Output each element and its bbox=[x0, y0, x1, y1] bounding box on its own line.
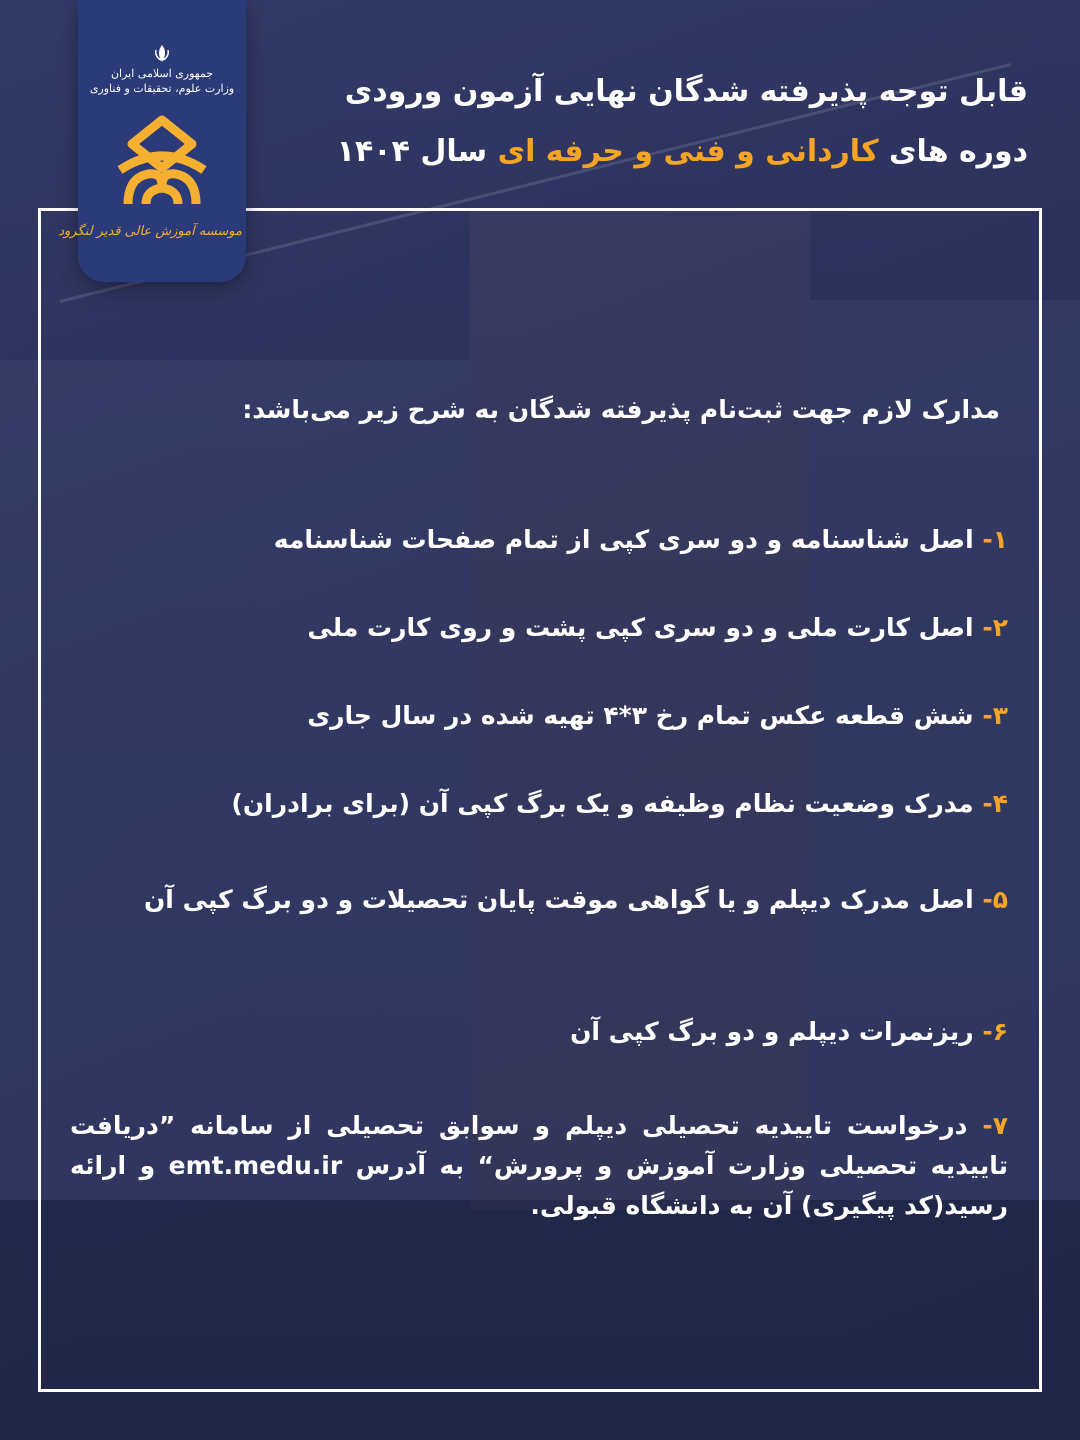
requirements-intro: مدارک لازم جهت ثبت‌نام پذیرفته شدگان به شرح زیر می‌باشد: bbox=[242, 395, 1000, 424]
requirement-item-4 bbox=[70, 784, 1008, 824]
requirement-item-2 bbox=[70, 608, 1008, 648]
requirement-item-7 bbox=[70, 1106, 1008, 1226]
requirement-item-1 bbox=[70, 520, 1008, 560]
requirement-item-5 bbox=[70, 880, 1008, 920]
title-line-2 bbox=[288, 122, 1028, 182]
requirement-number: ۶- bbox=[982, 1017, 1008, 1046]
requirement-item-3 bbox=[70, 696, 1008, 736]
requirement-number: ۱- bbox=[982, 525, 1008, 554]
requirement-number: ۴- bbox=[982, 789, 1008, 818]
requirement-text: مدرک وضعیت نظام وظیفه و یک برگ کپی آن (برای برادران) bbox=[231, 789, 983, 818]
requirement-text: اصل مدرک دیپلم و یا گواهی موقت پایان تحصیلات و دو برگ کپی آن bbox=[143, 885, 983, 914]
requirement-text: اصل شناسنامه و دو سری کپی از تمام صفحات شناسنامه bbox=[273, 525, 983, 554]
requirement-number: ۳- bbox=[982, 701, 1008, 730]
institute-name: موسسه آموزش عالی قدیر لنگرود bbox=[58, 224, 242, 239]
institute-logo-card bbox=[58, 0, 246, 282]
requirement-number: ۷- bbox=[982, 1111, 1008, 1140]
iran-emblem-icon bbox=[152, 44, 172, 64]
requirement-number: ۵- bbox=[982, 885, 1008, 914]
requirement-text: ریزنمرات دیپلم و دو برگ کپی آن bbox=[570, 1017, 983, 1046]
requirement-number: ۲- bbox=[982, 613, 1008, 642]
requirement-text: شش قطعه عکس تمام رخ ۳*۴ تهیه شده در سال جاری bbox=[307, 701, 983, 730]
page-title bbox=[288, 62, 1028, 182]
title-line-1: قابل توجه پذیرفته شدگان نهایی آزمون ورودی bbox=[344, 74, 1028, 109]
requirements-panel bbox=[70, 390, 1008, 1220]
institute-logo-icon bbox=[106, 112, 218, 212]
requirement-text: درخواست تاییدیه تحصیلی دیپلم و سوابق تحصیلی از سامانه ”دریافت تاییدیه تحصیلی وزارت آموزش و پرورش“ به آدرس emt.medu.ir و ارائه رسید(کد پیگیری) آن به دانشگاه قبولی. bbox=[70, 1111, 1008, 1220]
title-line-2-suffix: سال ۱۴۰۴ bbox=[336, 134, 498, 169]
ministry-name: جمهوری اسلامی ایران وزارت علوم، تحقیقات و فناوری bbox=[89, 67, 235, 95]
requirement-item-6 bbox=[70, 1012, 1008, 1052]
title-highlight: کاردانی و فنی و حرفه ای bbox=[497, 134, 879, 169]
title-line-2-prefix: دوره های bbox=[878, 134, 1028, 169]
requirement-text: اصل کارت ملی و دو سری کپی پشت و روی کارت ملی bbox=[307, 613, 983, 642]
